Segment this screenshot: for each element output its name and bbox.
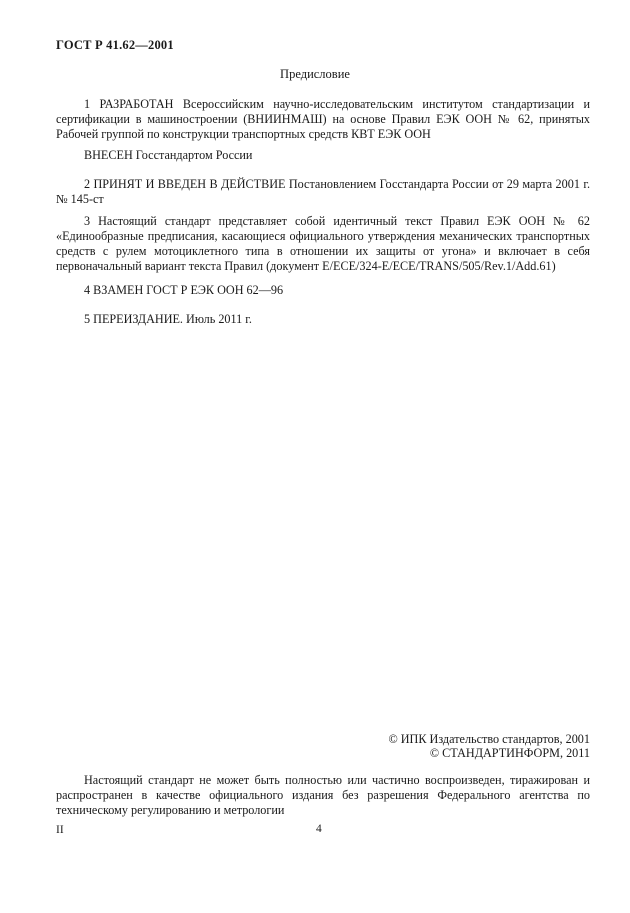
- copyright-line-standartinform: © СТАНДАРТИНФОРМ, 2011: [429, 746, 590, 760]
- paragraph-replaces: 4 ВЗАМЕН ГОСТ Р ЕЭК ООН 62—96: [84, 283, 284, 297]
- page-number: 4: [316, 823, 322, 835]
- reproduction-notice: Настоящий стандарт не может быть полностью или частично воспроизведен, тиражирован и распространен в качестве официального издания без разрешения Федерального агентства по техническому регулированию и метрологии: [56, 773, 590, 817]
- copyright-block: [388, 732, 590, 760]
- roman-page-number: II: [56, 824, 64, 836]
- section-title: Предисловие: [280, 67, 350, 81]
- copyright-line-publisher: © ИПК Издательство стандартов, 2001: [388, 732, 590, 746]
- paragraph-developed: 1 РАЗРАБОТАН Всероссийским научно-исследовательским институтом стандартизации и сертификации в машиностроении (ВНИИНМАШ) на основе Правил ЕЭК ООН № 62, принятых Рабочей группой по конструкции транспортных средств КВТ ЕЭК ООН: [56, 97, 590, 141]
- paragraph-introduced: ВНЕСЕН Госстандартом России: [84, 148, 253, 162]
- paragraph-reissue: 5 ПЕРЕИЗДАНИЕ. Июль 2011 г.: [84, 312, 252, 326]
- standard-code: ГОСТ Р 41.62—2001: [56, 38, 174, 52]
- paragraph-identical-text: 3 Настоящий стандарт представляет собой идентичный текст Правил ЕЭК ООН № 62 «Единообразные предписания, касающиеся официального утверждения механических транспортных средств с рулем мотоциклетного типа в отношении их защиты от угона» и включает в себя первоначальный вариант текста Правил (документ E/ECE/324-E/ECE/TRANS/505/Rev.1/Add.61): [56, 214, 590, 273]
- paragraph-adopted: 2 ПРИНЯТ И ВВЕДЕН В ДЕЙСТВИЕ Постановлением Госстандарта России от 29 марта 2001 г. № 145-ст: [56, 177, 590, 206]
